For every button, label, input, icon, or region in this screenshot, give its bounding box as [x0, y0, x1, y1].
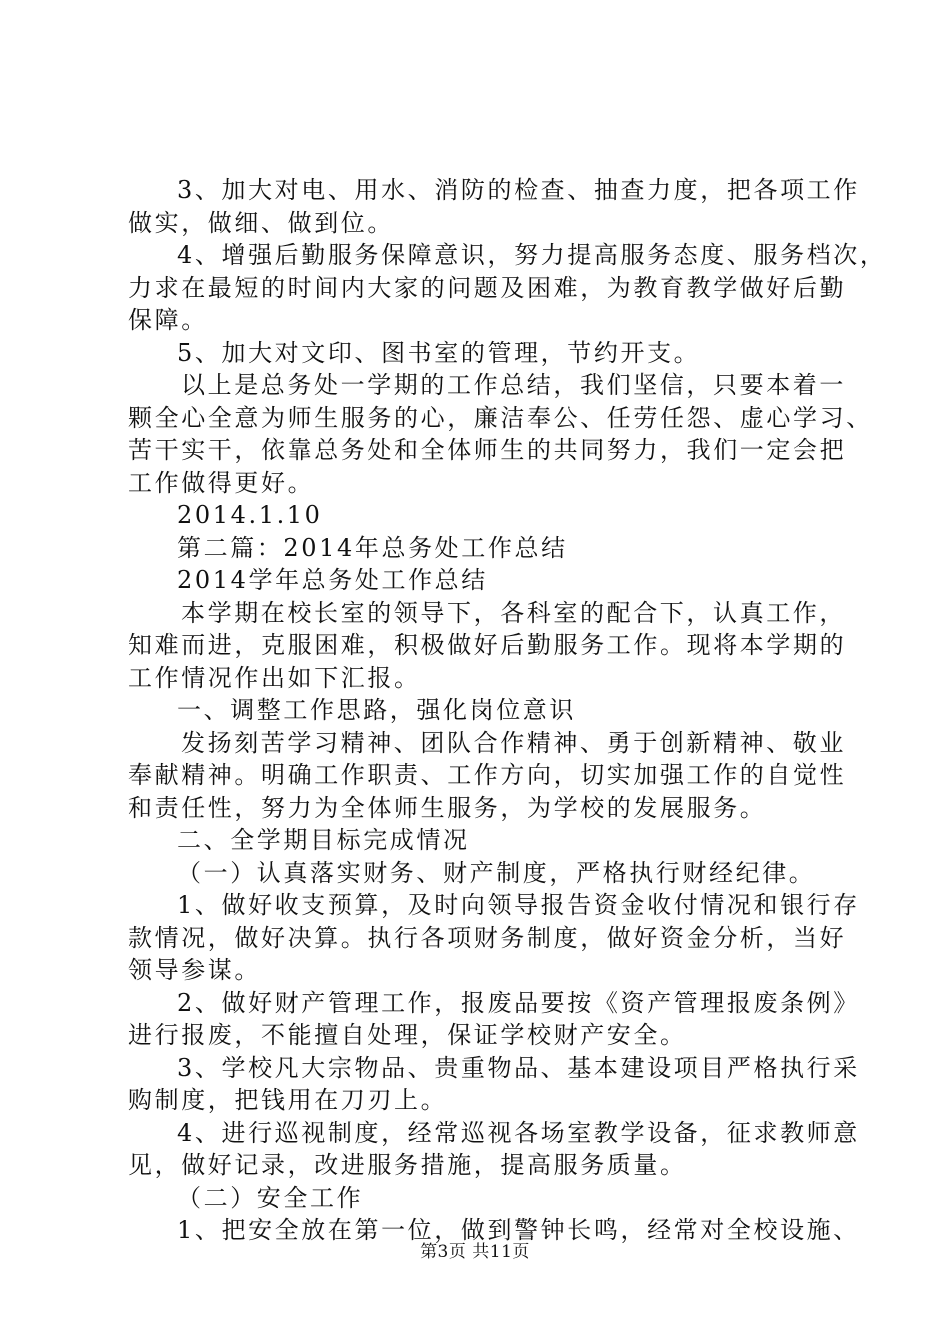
paragraph-line: 见，做好记录，改进服务措施，提高服务质量。: [128, 1151, 687, 1179]
document-title: 2014学年总务处工作总结: [177, 566, 488, 594]
paragraph-line: 发扬刻苦学习精神、团队合作精神、勇于创新精神、敬业: [181, 728, 846, 757]
subsection-heading: （一）认真落实财务、财产制度，严格执行财经纪律。: [177, 858, 816, 887]
paragraph-line: 3、学校凡大宗物品、贵重物品、基本建设项目严格执行采: [177, 1053, 860, 1082]
section-heading: 二、全学期目标完成情况: [177, 826, 470, 854]
paragraph-line: 进行报废，不能擅自处理，保证学校财产安全。: [128, 1021, 687, 1049]
section-heading: 第二篇：2014年总务处工作总结: [177, 533, 568, 562]
subsection-heading: （二）安全工作: [177, 1183, 364, 1212]
paragraph-line: 以上是总务处一学期的工作总结，我们坚信，只要本着一: [181, 371, 846, 399]
paragraph-line: 4、增强后勤服务保障意识，努力提高服务态度、服务档次，: [177, 241, 887, 269]
paragraph-line: 苦干实干，依靠总务处和全体师生的共同努力，我们一定会把: [128, 436, 847, 464]
paragraph-line: 1、把安全放在第一位，做到警钟长鸣，经常对全校设施、: [177, 1216, 860, 1244]
paragraph-line: 1、做好收支预算，及时向领导报告资金收付情况和银行存: [177, 891, 860, 919]
paragraph-line: 款情况，做好决算。执行各项财务制度，做好资金分析，当好: [128, 923, 847, 952]
paragraph-line: 购制度，把钱用在刀刃上。: [128, 1086, 448, 1114]
paragraph-line: 本学期在校长室的领导下，各科室的配合下，认真工作，: [181, 598, 846, 627]
paragraph-line: 保障。: [128, 306, 208, 334]
paragraph-line: 5、加大对文印、图书室的管理，节约开支。: [177, 338, 701, 367]
paragraph-line: 3、加大对电、用水、消防的检查、抽查力度，把各项工作: [177, 176, 860, 204]
paragraph-line: 工作做得更好。: [128, 468, 315, 497]
paragraph-line: 工作情况作出如下汇报。: [128, 663, 421, 692]
paragraph-line: 领导参谋。: [128, 956, 261, 984]
paragraph-line: 4、进行巡视制度，经常巡视各场室教学设备，征求教师意: [177, 1118, 860, 1147]
section-heading: 一、调整工作思路，强化岗位意识: [177, 696, 576, 724]
page-number-footer: 第3页 共11页: [420, 1242, 530, 1262]
paragraph-line: 2、做好财产管理工作，报废品要按《资产管理报废条例》: [177, 988, 860, 1017]
paragraph-line: 知难而进，克服困难，积极做好后勤服务工作。现将本学期的: [128, 631, 847, 659]
paragraph-line: 做实，做细、做到位。: [128, 208, 394, 237]
document-body: [128, 174, 887, 1247]
paragraph-line: 颗全心全意为师生服务的心，廉洁奉公、任劳任怨、虚心学习、: [128, 403, 873, 432]
paragraph-line: 力求在最短的时间内大家的问题及困难，为教育教学做好后勤: [128, 273, 847, 302]
paragraph-line: 奉献精神。明确工作职责、工作方向，切实加强工作的自觉性: [128, 761, 847, 789]
paragraph-line: 和责任性，努力为全体师生服务，为学校的发展服务。: [128, 793, 767, 822]
date-line: 2014.1.10: [177, 501, 323, 529]
